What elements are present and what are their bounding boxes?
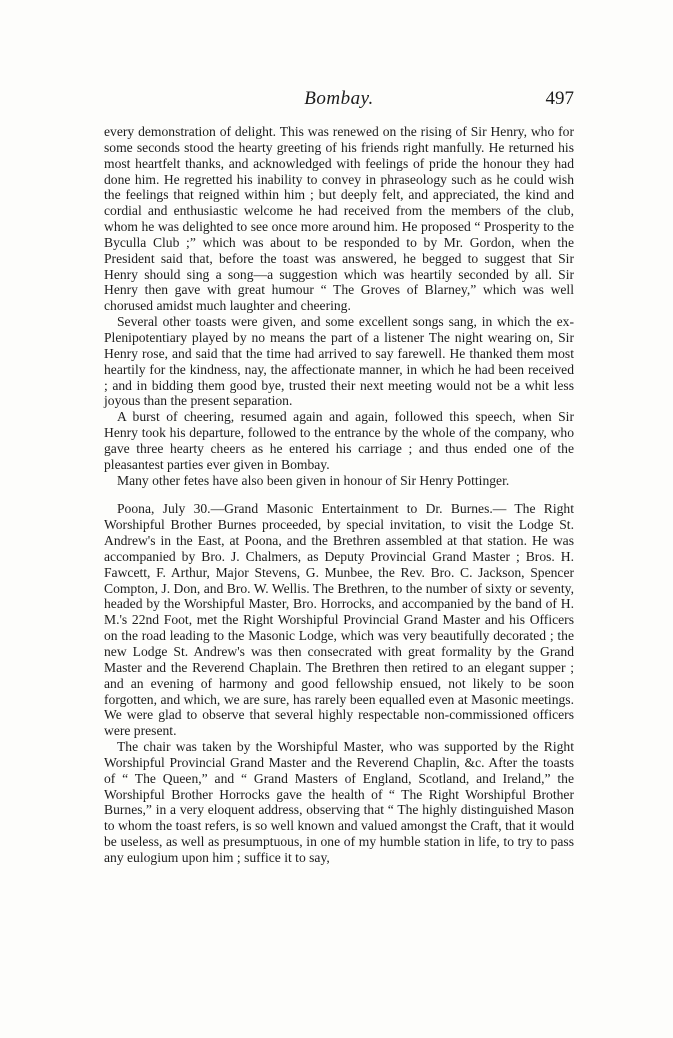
- paragraph-poona-masonic: Poona, July 30.—Grand Masonic Entertainment to Dr. Burnes.— The Right Worshipful Brother Burnes proceeded, by special invitation, to visit the Lodge St. Andrew's in the East, at Poona, and the Brethren assembled at that station. He was accompanied by Bro. J. Chalmers, as Deputy Provincial Grand Master ; Bros. H. Fawcett, F. Arthur, Major Stevens, G. Munbee, the Rev. Bro. C. Jackson, Spencer Compton, J. Don, and Bro. W. Wellis. The Brethren, to the number of sixty or seventy, headed by the Worshipful Master, Bro. Horrocks, and accompanied by the band of H. M.'s 22nd Foot, met the Right Worshipful Provincial Grand Master and his Officers on the road leading to the Masonic Lodge, which was very beautifully decorated ; the new Lodge St. Andrew's was then consecrated with great formality by the Grand Master and the Reverend Chaplain. The Brethren then retired to an elegant supper ; and an evening of harmony and good fellowship ensued, not likely to be soon forgotten, and which, we are sure, has rarely been equalled even at Masonic meetings. We were glad to observe that several highly respectable non-commissioned officers were present.: [104, 501, 574, 739]
- paragraph-departure: A burst of cheering, resumed again and again, followed this speech, when Sir Henry took his departure, followed to the entrance by the whole of the company, who gave three hearty cheers as he entered his carriage ; and thus ended one of the pleasantest parties ever given in Bombay.: [104, 409, 574, 472]
- paragraph-fetes: Many other fetes have also been given in honour of Sir Henry Pottinger.: [117, 472, 510, 488]
- page-number: 497: [545, 88, 574, 109]
- body-text: [104, 124, 574, 866]
- paragraph-toasts: Several other toasts were given, and some excellent songs sang, in which the ex-Plenipotentiary played by no means the part of a listener The night wearing on, Sir Henry rose, and said that the time had arrived to say farewell. He thanked them most heartily for the kindness, nay, the affectionate manner, in which he had been received ; and in bidding them good bye, trusted their next meeting would not be a whit less joyous than the present separation.: [104, 314, 574, 409]
- running-head: Bombay.: [304, 88, 374, 109]
- page-header: [104, 88, 574, 112]
- paragraph-club-dinner: every demonstration of delight. This was renewed on the rising of Sir Henry, who for some seconds stood the hearty greeting of his friends right manfully. He returned his most heartfelt thanks, and acknowledged with feelings of pride the honour they had done him. He regretted his inability to convey in phraseology such as he could wish the feelings that reigned within him ; but deeply felt, and appreciated, the kind and cordial and enthusiastic welcome he had received from the members of the club, whom he was delighted to see once more around him. He proposed “ Prosperity to the Byculla Club ;” which was about to be responded to by Mr. Gordon, when the President said that, before the toast was answered, he begged to suggest that Sir Henry should sing a song—a suggestion which was heartily seconded by all. Sir Henry then gave with great humour “ The Groves of Blarney,” which was well chorused amidst much laughter and cheering.: [104, 124, 574, 314]
- paragraph-chair: The chair was taken by the Worshipful Master, who was supported by the Right Worshipful Provincial Grand Master and the Reverend Chaplin, &c. After the toasts of “ The Queen,” and “ Grand Masters of England, Scotland, and Ireland,” the Worshipful Brother Horrocks gave the health of “ The Right Worshipful Brother Burnes,” in a very eloquent address, observing that “ The highly distinguished Mason to whom the toast refers, is so well known and valued amongst the Craft, that it would be useless, as well as presumptuous, in one of my humble station in life, to try to pass any eulogium upon him ; suffice it to say,: [104, 739, 574, 865]
